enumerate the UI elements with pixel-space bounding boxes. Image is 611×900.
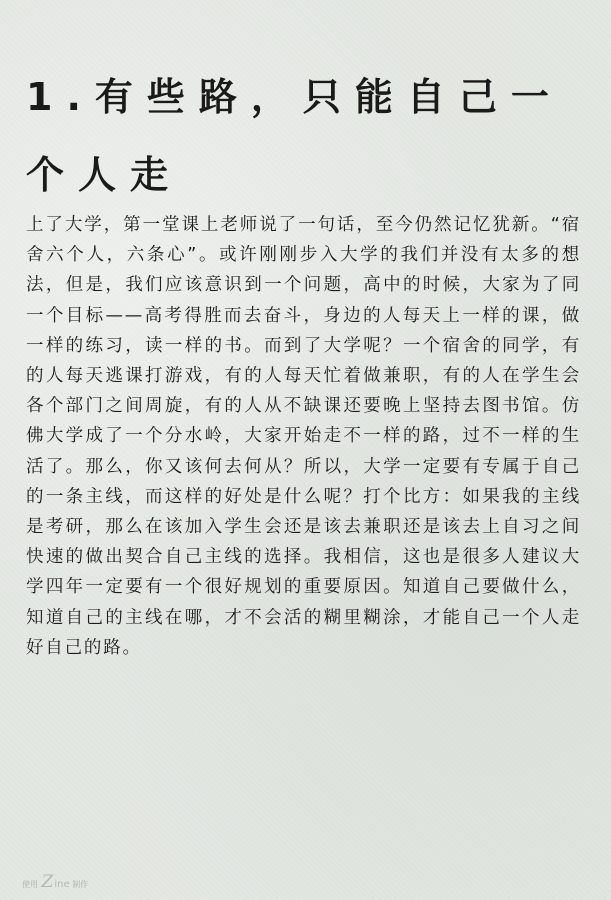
app-watermark bbox=[22, 872, 88, 892]
watermark-logo-z: Z bbox=[41, 872, 54, 892]
watermark-logo-ine: ine bbox=[54, 879, 70, 890]
document-title: 1.有些路，只能自己一个人走 bbox=[26, 75, 563, 197]
watermark-prefix: 使用 bbox=[22, 880, 38, 889]
watermark-suffix: 制作 bbox=[72, 880, 89, 889]
body-paragraph: 上了大学，第一堂课上老师说了一句话，至今仍然记忆犹新。“宿舍六个人，六条心”。或许刚刚步入大学的我们并没有太多的想法，但是，我们应该意识到一个问题，高中的时候，大家为了同一个目标——高考得胜而去奋斗，身边的人每天上一样的课，做一样的练习，读一样的书。而到了大学呢？一个宿舍的同学，有的人每天逃课打游戏，有的人每天忙着做兼职，有的人在学生会各个部门之间周旋，有的人从不缺课还要晚上坚持去图书馆。仿佛大学成了一个分水岭，大家开始走不一样的路，过不一样的生活了。那么，你又该何去何从？所以，大学一定要有专属于自己的一条主线，而这样的好处是什么呢？打个比方：如果我的主线是考研，那么在该加入学生会还是该去兼职还是该去上自习之间快速的做出契合自己主线的选择。我相信，这也是很多人建议大学四年一定要有一个很好规划的重要原因。知道自己要做什么，知道自己的主线在哪，才不会活的糊里糊涂，才能自己一个人走好自己的路。 bbox=[26, 215, 581, 658]
